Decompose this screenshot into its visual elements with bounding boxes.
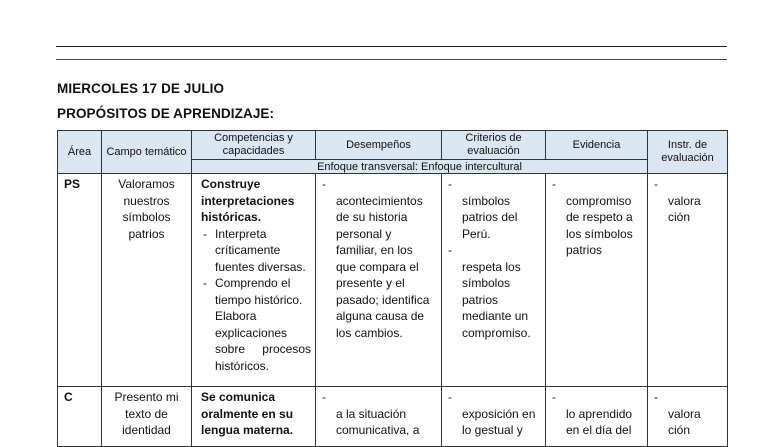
col-header-desempenos: Desempeños: [316, 131, 442, 160]
table-row: [58, 387, 728, 447]
instr-text: valoración: [668, 193, 701, 224]
instr-cell: - valoración: [648, 174, 728, 387]
learning-purposes-table: [57, 130, 728, 447]
desempeno-text: a la situación comunicativa, a: [336, 406, 420, 437]
campo-cell: Presento mi texto de identidad: [102, 387, 192, 447]
enfoque-transversal: Enfoque transversal: Enfoque intercultural: [192, 160, 648, 174]
criterio-text: símbolos patrios del Perú.: [462, 193, 518, 241]
separator-line: [56, 59, 727, 60]
col-header-campo: Campo temático: [102, 131, 192, 174]
desempeno-cell: - a la situación comunicativa, a: [316, 387, 442, 447]
campo-cell: Valoramos nuestros símbolos patrios: [102, 174, 192, 387]
desempeno-text: acontecimientos de su historia personal y familiar, en los que compara el presente y el pasado; identifica alguna causa de los cambios.: [336, 193, 430, 340]
top-rule: [56, 46, 727, 47]
criterios-cell: - exposición en lo gestual y: [442, 387, 546, 447]
col-header-area: Área: [58, 131, 102, 174]
desempeno-cell: - acontecimientos de su historia personal y familiar, en los que compara el presente y el pasado; identifica alguna causa de los cambios.: [316, 174, 442, 387]
criterio-text: respeta los símbolos patrios mediante un compromiso.: [462, 259, 531, 340]
evidencia-cell: - lo aprendido en el día del: [546, 387, 648, 447]
area-cell: PS: [58, 174, 102, 387]
col-header-evidencia: Evidencia: [546, 131, 648, 160]
capacity-item: - Interpreta críticamente fuentes diversas.: [203, 226, 306, 274]
purpose-heading: PROPÓSITOS DE APRENDIZAJE:: [57, 106, 275, 121]
criterio-text: exposición en lo gestual y: [462, 406, 536, 437]
criterios-cell: - símbolos patrios del Perú. - respeta los símbolos patrios mediante un compromiso.: [442, 174, 546, 387]
instr-cell: - valoración: [648, 387, 728, 447]
capacity-item: - Comprendo el tiempo histórico.: [203, 276, 303, 307]
competencias-cell: [192, 387, 316, 447]
capacity-item-extra: Elabora explicaciones sobre procesos históricos.: [215, 309, 311, 373]
evidencia-text: compromiso de respeto a los símbolos patrios: [566, 193, 633, 257]
col-header-instr: Instr. de evaluación: [648, 131, 728, 174]
col-header-competencias: Competencias y capacidades: [192, 131, 316, 160]
table-row: [58, 174, 728, 387]
session-date: MIERCOLES 17 DE JULIO: [57, 81, 225, 96]
competency-title: Construye interpretaciones históricas.: [201, 177, 295, 224]
evidencia-cell: - compromiso de respeto a los símbolos patrios: [546, 174, 648, 387]
area-cell: C: [58, 387, 102, 447]
instr-text: valoración: [668, 406, 701, 437]
competency-title: Se comunica oralmente en su lengua materna.: [201, 390, 294, 437]
competencias-cell: [192, 174, 316, 387]
evidencia-text: lo aprendido en el día del: [566, 406, 633, 437]
col-header-criterios: Criterios de evaluación: [442, 131, 546, 160]
